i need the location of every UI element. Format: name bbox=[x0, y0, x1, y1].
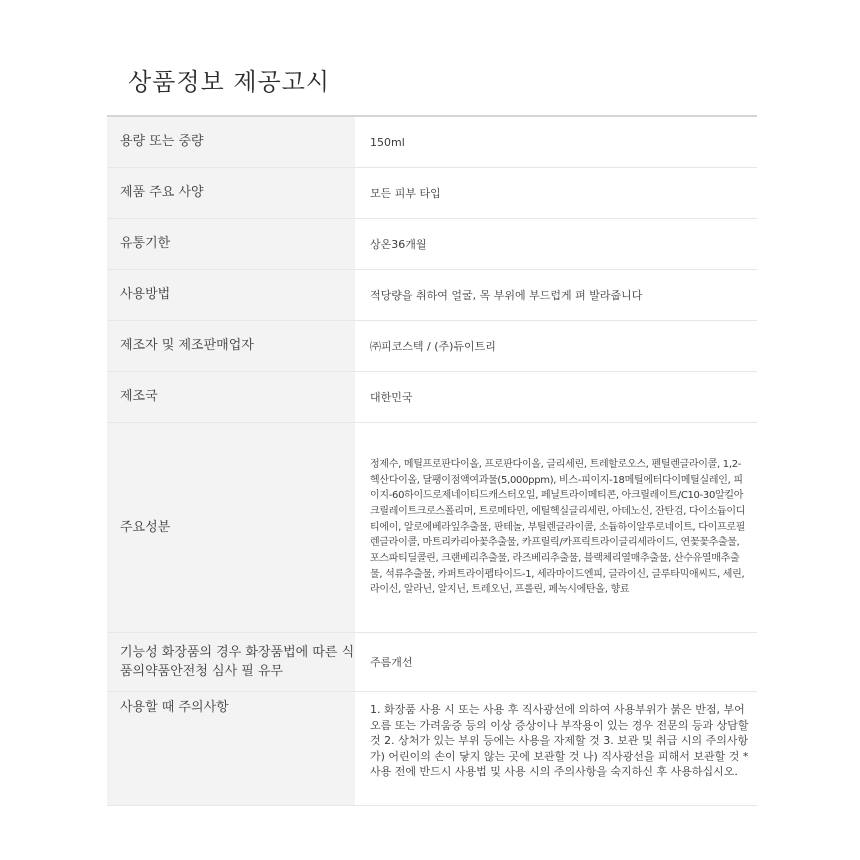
row-label: 사용방법 bbox=[107, 270, 355, 320]
row-value: 모든 피부 타입 bbox=[370, 186, 441, 200]
table-row-manufacturer bbox=[107, 321, 757, 372]
row-label: 제조국 bbox=[107, 372, 355, 422]
row-label: 제품 주요 사양 bbox=[107, 168, 355, 218]
row-value: 150ml bbox=[370, 135, 405, 149]
row-label: 용량 또는 중량 bbox=[107, 117, 355, 167]
table-row-volume bbox=[107, 117, 757, 168]
product-info-table bbox=[107, 115, 757, 806]
row-value: 1. 화장품 사용 시 또는 사용 후 직사광선에 의하여 사용부위가 붉은 반점, 부어오름 또는 가려움증 등의 이상 증상이나 부작용이 있는 경우 전문의 등과 상담할 것 2. 상처가 있는 부위 등에는 사용을 자제할 것 3. 보관 및 취급 시의 주의사항 가) 어린이의 손이 닿지 않는 곳에 보관할 것 나) 직사광선을 피해서 보관할 것 * 사용 전에 반드시 사용법 및 사용 시의 주의사항을 숙지하신 후 사용하십시오. bbox=[370, 703, 749, 778]
row-value: 대한민국 bbox=[370, 390, 413, 404]
table-row-caution bbox=[107, 692, 757, 806]
row-label: 사용할 때 주의사항 bbox=[107, 692, 355, 805]
row-label: 유통기한 bbox=[107, 219, 355, 269]
table-row-functional bbox=[107, 633, 757, 692]
page-title: 상품정보 제공고시 bbox=[128, 68, 331, 96]
table-row-ingredients bbox=[107, 423, 757, 633]
row-value: 정제수, 메틸프로판다이올, 프로판다이올, 글리세린, 트레할로오스, 펜틸렌글라이콜, 1,2-헥산다이올, 달팽이점액여과물(5,000ppm), 비스-피이지-18메틸에터다이메틸실레인, 피이지-60하이드로제네이티드캐스터오일, 페닐트라이메티콘, 아크릴레이트/C10-30알킬아크릴레이트크로스폴리머, 트로메타민, 에틸헥실글리세린, 아데노신, 잔탄검, 다이소듐이디티에이, 알로에베라잎추출물, 판테놀, 부틸렌글라이콜, 소듐하이알루로네이트, 다이프로필렌글라이콜, 마트리카리아꽃추출물, 카프릴릭/카프릭트라이글리세라이드, 연꽃꽃추출물, 포스파티딜콜린, 크랜베리추출물, 라즈베리추출물, 블랙체리열매추출물, 산수유열매추출물, 석류추출물, 카퍼트라이펩타이드-1, 세라마이드엔피, 글라이신, 글루타믹애씨드, 세린, 라이신, 알라닌, 알지닌, 트레오닌, 프롤린, 페녹시에탄올, 향료 bbox=[370, 458, 746, 596]
row-label: 제조자 및 제조판매업자 bbox=[107, 321, 355, 371]
row-label: 기능성 화장품의 경우 화장품법에 따른 식품의약품안전청 심사 필 유무 bbox=[107, 633, 355, 691]
row-value: 주름개선 bbox=[370, 655, 413, 669]
row-value: 상온36개월 bbox=[370, 237, 427, 251]
table-row-country bbox=[107, 372, 757, 423]
table-row-expiry bbox=[107, 219, 757, 270]
row-label: 주요성분 bbox=[107, 423, 355, 632]
table-row-usage bbox=[107, 270, 757, 321]
row-value: ㈜피코스텍 / (주)듀이트리 bbox=[370, 339, 496, 353]
row-value: 적당량을 취하여 얼굴, 목 부위에 부드럽게 펴 발라줍니다 bbox=[370, 288, 643, 302]
table-row-spec bbox=[107, 168, 757, 219]
